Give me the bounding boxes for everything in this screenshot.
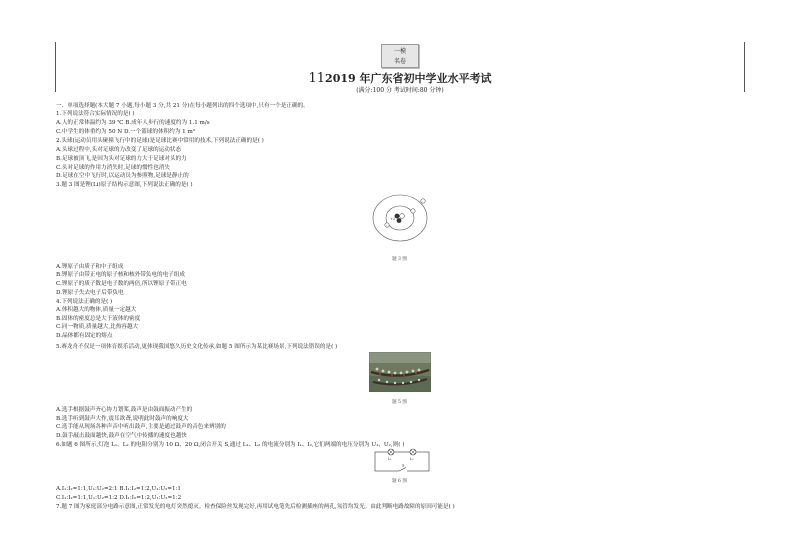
text-line: B.固体的密度总是大于液体的密度 [56,316,141,322]
dragon-boat-race-photo [369,352,431,392]
text-line: C.I₁:I₂=1:1,U₁:U₂=1:2 D.I₁:I₂=1:2,U₁:U₂=1:2 [56,495,182,501]
text-line: 4.下列说法正确的是( ) [56,299,113,305]
figure-5-caption: 题 5 图 [392,400,408,405]
electron-label: - [422,199,424,203]
text-line: C.同一物质,质量越大,比热容越大 [56,324,139,330]
nucleus-label: +3 [390,217,395,221]
text-line: 一、单项选择题(本大题 7 小题,每小题 3 分,共 21 分)在每小题列出的四个选项中,只有一个是正确的。 [56,103,309,109]
lamp-l1-label: L₁ [388,457,392,461]
text-line: C.中学生的体重约为 50 N D.一个篮球的体积约为 1 m³ [56,129,196,135]
badge-line2: 名卷 [393,58,406,65]
text-line: C.头对足球的作用力消失时,足球的惯性也消失 [56,165,170,171]
exam-subtitle: (满分:100 分 考试时间:80 分钟) [356,87,444,94]
text-line: B.足球被顶飞,是因为头对足球的力大于足球对头的力 [56,156,187,162]
exam-title [0,70,800,86]
badge-line1: 一模 [393,48,406,55]
text-line: 2.头球(运动员用头碰撞飞行中的足球)是足球比赛中常用的技术,下列说法正确的是( ) [56,138,264,144]
electron-label: - [386,223,388,227]
text-line: 6.如题 6 图所示,灯泡 L₁、L₂ 的电阻分别为 10 Ω、20 Ω,闭合开关 S,通过 L₁、L₂ 的电流分别为 I₁、I₂,它们两端的电压分别为 U₁、U₂,则( ) [56,442,405,448]
text-line: D.锂原子失去电子后带负电 [56,290,124,296]
text-line: A.I₁:I₂=1:1,U₁:U₂=2:1 B.I₁:I₂=1:2,U₁:U₂=1:1 [56,486,181,492]
lithium-atom-diagram [368,191,432,253]
text-line: D.鼓手敲击鼓面越快,鼓声在空气中传播的速度也越快 [56,433,187,439]
nucleus-neutron [400,214,405,219]
lamp-l2-label: L₂ [410,457,414,461]
text-line: A.体积越大的物体,质量一定越大 [56,307,137,313]
text-line: 5.赛龙舟不仅是一项体育娱乐活动,更体现我国悠久历史文化传承,如题 5 图所示为某比赛场景,下列说法错误的是( ) [56,344,338,350]
electron-label: - [412,209,414,213]
exam-badge [381,44,419,68]
text-line: A.人的正常体温约为 39 ℃ B.成年人步行的速度约为 1.1 m/s [56,120,210,126]
text-line: D.足球在空中飞行时,以运动员为参照物,足球是静止的 [56,173,189,179]
series-circuit-diagram [371,448,433,476]
text-line: D.晶体都有固定的熔点 [56,333,113,339]
text-line: A.选手根据鼓声齐心协力划桨,鼓声是由鼓面振动产生的 [56,407,193,413]
figure-6-caption: 题 6 图 [392,479,408,484]
text-line: A.锂原子由质子和中子组成 [56,264,124,270]
text-line: C.锂原子的质子数是电子数的两倍,所以锂原子带正电 [56,281,187,287]
page-number: 11 [308,71,326,86]
text-line: B.选手听到鼓声大作,震耳欲聋,说明此时鼓声的响度大 [56,416,189,422]
text-line: 7.题 7 图为家庭部分电路示意图,正常发光的电灯突然熄灭。检查保险丝发现完好,再用试电笔先后检测插座的两孔,氖管均发光。由此判断电路故障的原因可能是( ) [56,504,455,510]
text-line: B.锂原子由带正电的原子核和核外带负电的电子组成 [56,272,185,278]
nucleus-proton [395,214,400,219]
outer-electron-orbit [373,195,427,241]
nucleus-proton [397,218,402,223]
exam-title-text: 2019 年广东省初中学业水平考试 [325,72,492,85]
switch-label: S [402,463,405,468]
text-line: 1.下列说法符合实际情况的是( ) [56,111,135,117]
figure-3-caption: 题 3 图 [392,257,408,262]
text-line: A.头球过程中,头对足球的力改变了足球的运动状态 [56,147,182,153]
text-line: 3.题 3 图是锂(Li)原子结构示意图,下列说法正确的是( ) [56,182,193,188]
text-line: C.选手能从现场各种声音中听出鼓声,主要是通过鼓声的音色来辨别的 [56,424,226,430]
